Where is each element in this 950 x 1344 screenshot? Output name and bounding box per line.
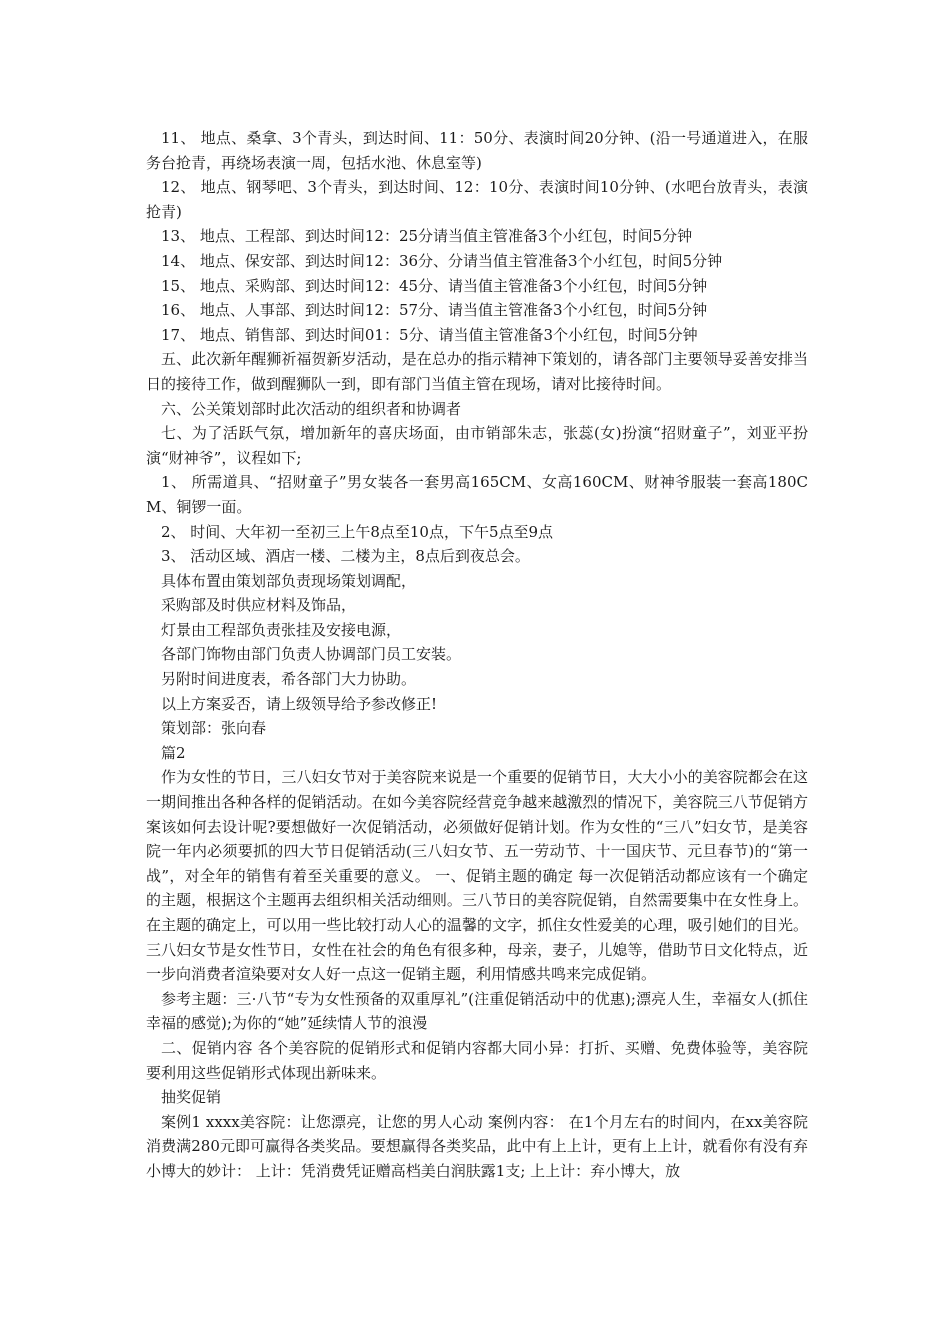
document-body xyxy=(146,126,808,1184)
arrangement-line: 另附时间进度表，希各部门大力协助。 xyxy=(161,670,417,689)
body-paragraph: 二、促销内容 各个美容院的促销形式和促销内容都大同小异：打折、买赠、免费体验等，美容院要利用这些促销形式体现出新味来。 xyxy=(146,1038,808,1082)
section-seven: 七、为了活跃气氛，增加新年的喜庆场面，由市销部朱志，张蕊(女)扮演“招财童子”，刘亚平扮演“财神爷”，议程如下; xyxy=(146,424,808,467)
agenda-item-1: 1、 所需道具、“招财童子”男女装各一套男高165CM、女高160CM、财神爷服装一套高180CM、铜锣一面。 xyxy=(146,473,808,516)
list-item-16: 16、 地点、人事部、到达时间12：57分、请当值主管准备3个小红包，时间5分钟 xyxy=(161,301,708,320)
arrangement-line: 灯景由工程部负责张挂及安接电源， xyxy=(161,620,402,639)
section-six: 六、公关策划部时此次活动的组织者和协调者 xyxy=(161,399,462,418)
arrangement-line: 各部门饰物由部门负责人协调部门员工安装。 xyxy=(161,645,462,664)
list-item-13: 13、 地点、工程部、到达时间12：25分请当值主管准备3个小红包，时间5分钟 xyxy=(161,227,693,246)
list-item-11: 11、 地点、桑拿、3个青头，到达时间、11：50分、表演时间20分钟、(沿一号通道进入，在服务台抢青，再绕场表演一周，包括水池、休息室等) xyxy=(146,129,808,172)
list-item-12: 12、 地点、钢琴吧、3个青头，到达时间、12：10分、表演时间10分钟、(水吧台放青头，表演抢青) xyxy=(146,178,808,221)
arrangement-line: 采购部及时供应材料及饰品， xyxy=(161,596,357,615)
agenda-item-3: 3、 活动区域、酒店一楼、二楼为主，8点后到夜总会。 xyxy=(161,547,530,566)
body-paragraph: 作为女性的节日，三八妇女节对于美容院来说是一个重要的促销节日，大大小小的美容院都会在这一期间推出各种各样的促销活动。在如今美容院经营竞争越来越激烈的情况下，美容院三八节促销方案该如何去设计呢?要想做好一次促销活动，必须做好促销计划。作为女性的“三八”妇女节，是美容院一年内必须要抓的四大节日促销活动(三八妇女节、五一劳动节、十一国庆节、元旦春节)的“第一战”，对全年的销售有着至关重要的意义。 一、促销主题的确定 每一次促销活动都应该有一个确定的主题，根据这个主题再去组织相关活动细则。三八节日的美容院促销，自然需要集中在女性身上。在主题的确定上，可以用一些比较打动人心的温馨的文字，抓住女性爱美的心理，吸引她们的目光。 三八妇女节是女性节日，女性在社会的角色有很多种，母亲，妻子，儿媳等，借助节日文化特点，近一步向消费者渲染要对女人好一点这一促销主题，利用情感共鸣来完成促销。 xyxy=(146,768,808,984)
signature-line: 策划部：张向春 xyxy=(161,719,267,738)
agenda-item-2: 2、 时间、大年初一至初三上午8点至10点，下午5点至9点 xyxy=(161,522,554,541)
section-heading: 篇2 xyxy=(161,743,186,762)
closing-line: 以上方案妥否，请上级领导给予参改修正! xyxy=(161,694,438,713)
subheading: 抽奖促销 xyxy=(161,1088,222,1107)
list-item-14: 14、 地点、保安部、到达时间12：36分、分请当值主管准备3个小红包，时间5分钟 xyxy=(161,251,723,270)
arrangement-line: 具体布置由策划部负责现场策划调配， xyxy=(161,571,417,590)
list-item-15: 15、 地点、采购部、到达时间12：45分、请当值主管准备3个小红包，时间5分钟 xyxy=(161,276,708,295)
body-paragraph: 参考主题：三·八节“专为女性预备的双重厚礼”(注重促销活动中的优惠);漂亮人生，幸福女人(抓住幸福的感觉);为你的“她”延续情人节的浪漫 xyxy=(146,989,808,1033)
list-item-17: 17、 地点、销售部、到达时间01：5分、请当值主管准备3个小红包，时间5分钟 xyxy=(161,325,698,344)
section-five: 五、此次新年醒狮祈福贺新岁活动，是在总办的指示精神下策划的，请各部门主要领导妥善安排当日的接待工作，做到醒狮队一到，即有部门当值主管在现场，请对比接待时间。 xyxy=(146,350,808,393)
body-paragraph: 案例1 xxxx美容院：让您漂亮，让您的男人心动 案例内容： 在1个月左右的时间内，在xx美容院消费满280元即可赢得各类奖品。要想赢得各类奖品，此中有上上计，更有上上计，就看你有没有弃小博大的妙计： 上计：凭消费凭证赠高档美白润肤露1支; 上上计：弃小博大，放 xyxy=(146,1112,808,1180)
